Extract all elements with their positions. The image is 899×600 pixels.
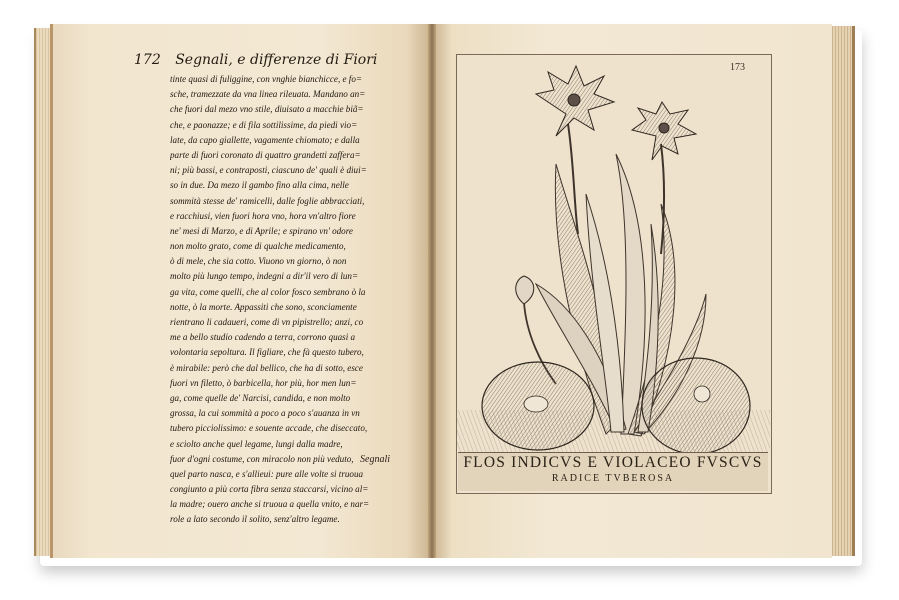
text-line: ga vita, come quelli, che al color fosco sembrano ò la bbox=[170, 286, 366, 297]
text-line: molto più lungo tempo, indegni a dir'il vero di lun= bbox=[170, 271, 359, 282]
right-tuber bbox=[642, 358, 750, 454]
text-line: rientrano li cadaueri, come di vn pipistrello; anzi, co bbox=[170, 317, 364, 327]
text-line: tinte quasi di fuliggine, con vnghie bianchicce, e fo= bbox=[170, 74, 363, 84]
text-line: volontaria sepoltura. Il figliare, che fà questo tubero, bbox=[170, 347, 364, 358]
text-line: notte, ò la morte. Appassiti che sono, sconciamente bbox=[170, 301, 357, 312]
plate-title: FLOS INDICVS E VIOLACEO FVSCVS bbox=[463, 454, 763, 471]
text-line: tubero picciolissimo: e souente accade, che diseccato, bbox=[170, 423, 368, 434]
flower-engraving bbox=[456, 54, 770, 492]
text-line: parte di fuori coronato di quattro grandetti zaffera= bbox=[170, 149, 361, 160]
text-line: è mirabile: però che dal bellico, che ha di sotto, esce bbox=[170, 362, 363, 373]
left-page-number: 172 bbox=[134, 52, 161, 68]
text-line: grossa, la cui sommità a poco a poco s'auanza in vn bbox=[170, 408, 360, 419]
text-line: late, da capo giallette, vagamente chiomato; e dalla bbox=[170, 134, 360, 145]
text-line: e racchiusi, vien fuori hora vno, hora vn'altro fiore bbox=[170, 210, 356, 221]
text-line: congiunto a più corta fibra senza staccarsi, vicino al= bbox=[170, 484, 369, 495]
text-line: ò di mele, che sia cotto. Viuono vn giorno, ò non bbox=[170, 256, 347, 267]
plate-subtitle: RADICE TVBEROSA bbox=[551, 473, 675, 484]
left-page-header bbox=[134, 52, 414, 74]
text-line: role a lato secondo il solito, senz'altro legame. bbox=[170, 514, 340, 525]
text-line: che fuori dal mezo vno stile, diuisato a macchie biã= bbox=[170, 104, 364, 115]
text-line: la madre; ouero anche si truoua a quella vnito, e nar= bbox=[170, 499, 370, 510]
text-line: che, e paonazze; e di fila sottilissime, da piedi vio= bbox=[170, 119, 358, 130]
book-gutter bbox=[428, 24, 436, 558]
text-line: sche, tramezzate da vna linea rileuata. Mandano an= bbox=[170, 89, 366, 100]
text-line: ne' mesi di Marzo, e di Aprile; e spirano vn' odore bbox=[170, 225, 353, 236]
text-line: ga, come quelle de' Narcisi, candida, e non molto bbox=[170, 392, 351, 403]
text-line: ni; più bassi, e contraposti, ciascuno de' quali è diui= bbox=[170, 165, 367, 176]
text-line: quel parto nasca, e s'allieui: pure alle volte si truoua bbox=[170, 468, 364, 479]
text-line: me a bello studio cadendo a terra, corrono quasi a bbox=[170, 332, 356, 343]
catchword: Segnali bbox=[360, 454, 390, 465]
right-page-edges bbox=[830, 26, 855, 556]
text-line: sommità stesse de' ramicelli, dalle foglie abbracciati, bbox=[170, 195, 365, 206]
running-head: Segnali, e differenze di Fiori bbox=[175, 52, 378, 68]
text-line: e sciolto anche quel legame, lungi dalla madre, bbox=[170, 438, 343, 449]
text-line: fuori vn filetto, ò barbicella, hor più, hor men lun= bbox=[170, 377, 357, 388]
right-page-number: 173 bbox=[730, 62, 745, 73]
text-line: so in due. Da mezo il gambo fino alla cima, nelle bbox=[170, 180, 349, 191]
text-line: non molto grato, come di qualche medicamento, bbox=[170, 241, 346, 252]
text-line: fuor d'ogni costume, con miracolo non più veduto, bbox=[170, 453, 354, 464]
